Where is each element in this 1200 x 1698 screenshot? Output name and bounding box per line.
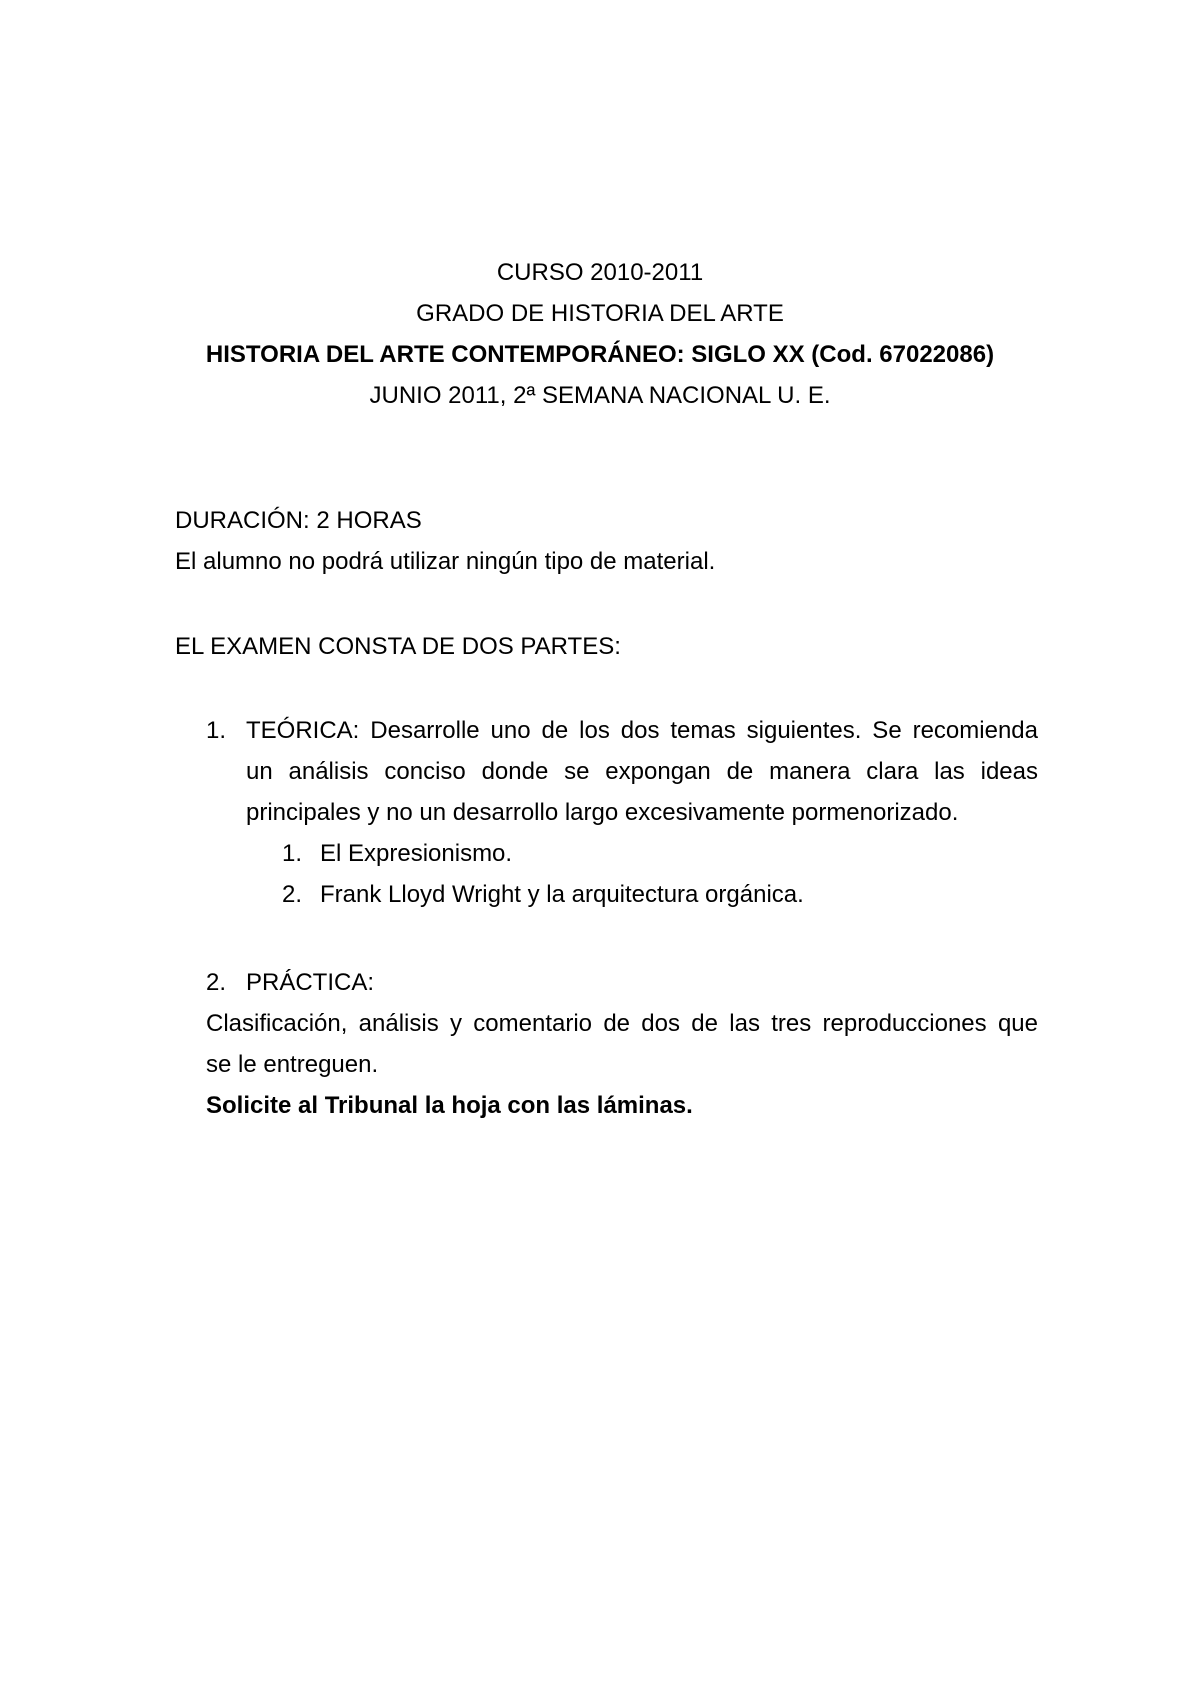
part1-number: 1.	[206, 717, 227, 744]
part2-title: PRÁCTICA:	[246, 969, 375, 996]
part1-line1	[206, 710, 1038, 751]
exam-info	[175, 500, 1035, 582]
topic-item	[282, 833, 1038, 874]
part2-instruction: Solicite al Tribunal la hoja con las láminas.	[206, 1092, 693, 1119]
topic-item	[282, 874, 1038, 915]
course-line: CURSO 2010-2011	[496, 259, 704, 286]
degree-line: GRADO DE HISTORIA DEL ARTE	[416, 300, 784, 327]
session-line: JUNIO 2011, 2ª SEMANA NACIONAL U. E.	[369, 382, 831, 409]
exam-parts-heading: EL EXAMEN CONSTA DE DOS PARTES:	[175, 633, 621, 660]
part2-heading	[206, 962, 1038, 1003]
topic-number: 1.	[282, 840, 303, 867]
part2-line2: se le entreguen.	[206, 1051, 379, 1078]
topic-text: El Expresionismo.	[320, 840, 513, 867]
part-theoretical	[206, 710, 1038, 915]
exam-intro	[175, 626, 1035, 667]
topic-text: Frank Lloyd Wright y la arquitectura orgánica.	[320, 881, 804, 908]
part1-line2: un análisis conciso donde se expongan de manera clara las ideas	[246, 758, 1038, 785]
duration-line: DURACIÓN: 2 HORAS	[175, 507, 422, 534]
topic-list	[206, 833, 1038, 915]
part2-number: 2.	[206, 969, 227, 996]
part-practical	[206, 962, 1038, 1126]
material-note: El alumno no podrá utilizar ningún tipo de material.	[175, 548, 716, 575]
part1-line1-text: TEÓRICA: Desarrolle uno de los dos temas siguientes. Se recomienda	[246, 717, 1038, 744]
part1-line3: principales y no un desarrollo largo excesivamente pormenorizado.	[246, 799, 959, 826]
exam-header	[0, 252, 1200, 416]
subject-title: HISTORIA DEL ARTE CONTEMPORÁNEO: SIGLO XX (Cod. 67022086)	[205, 341, 995, 368]
part2-line1: Clasificación, análisis y comentario de dos de las tres reproducciones que	[206, 1010, 1038, 1037]
topic-number: 2.	[282, 881, 303, 908]
